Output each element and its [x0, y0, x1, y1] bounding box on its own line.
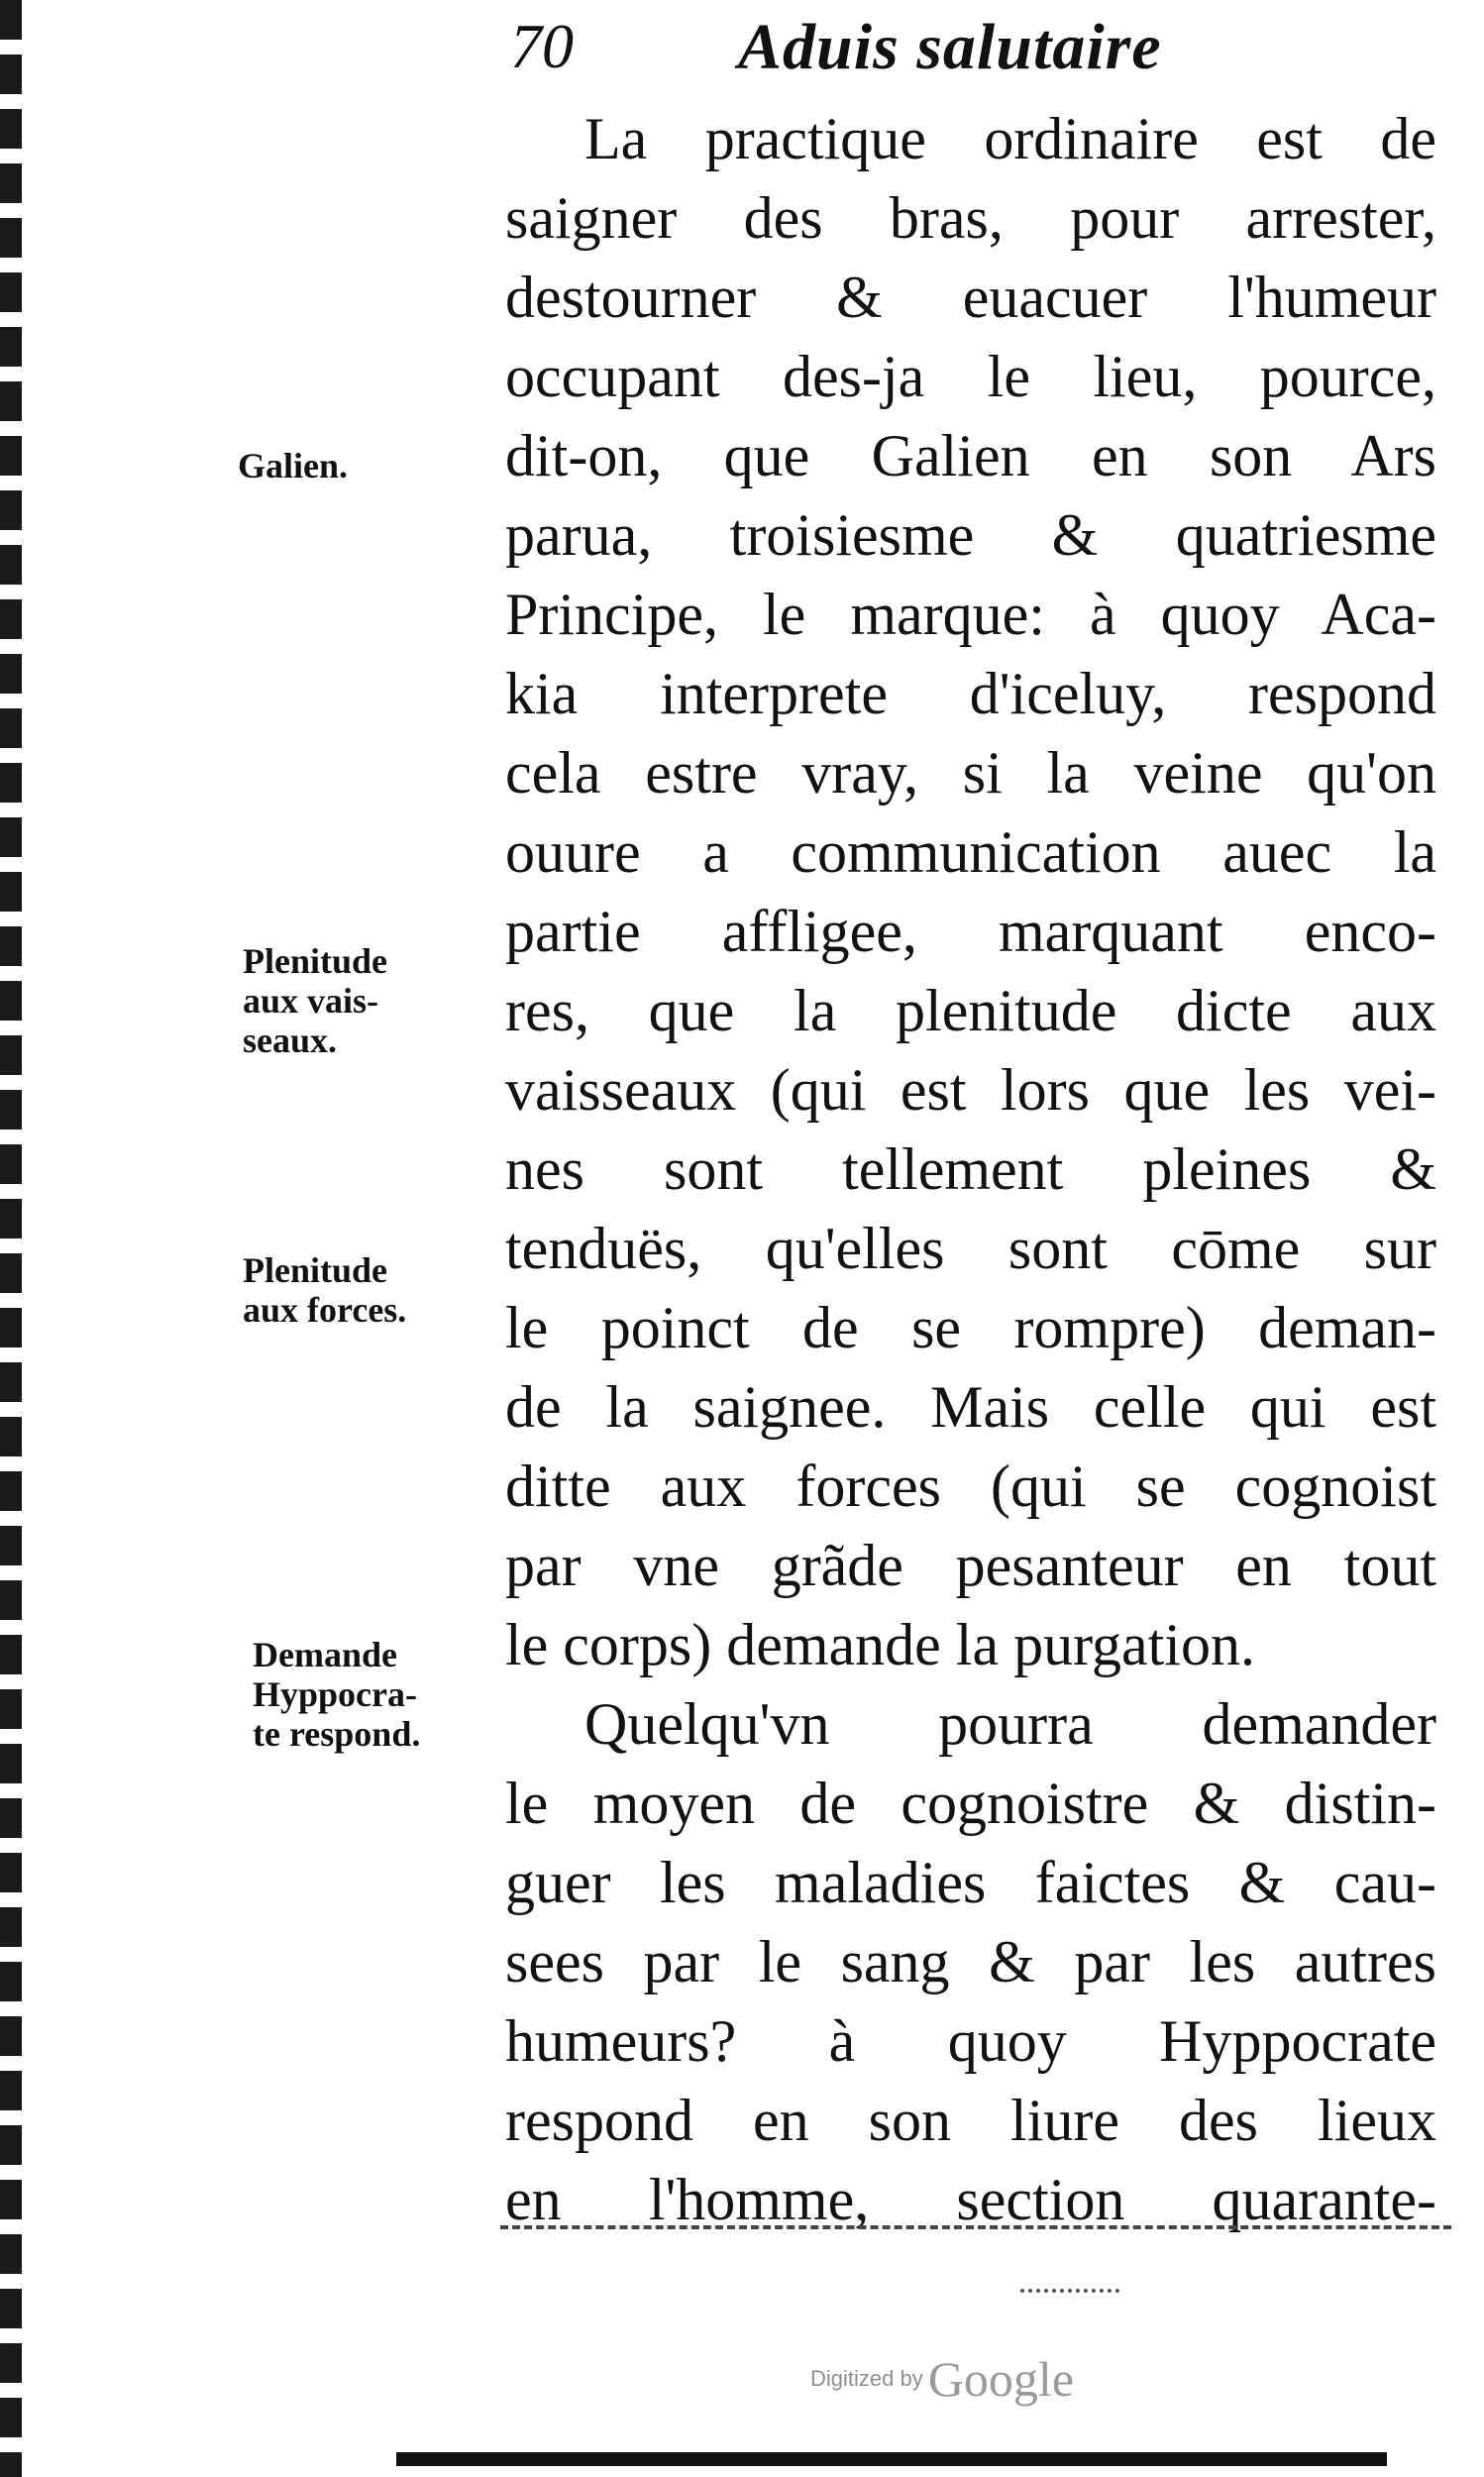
text-line: tenduës, qu'elles sont cōme sur — [505, 1216, 1436, 1281]
margin-note-plenitude-vaisseaux — [243, 941, 387, 1060]
text-line: dit-on, que Galien en son Ars — [505, 423, 1436, 488]
text-line: ditte aux forces (qui se cognoist — [505, 1454, 1436, 1519]
text-line: cela estre vray, si la veine qu'on — [505, 740, 1436, 806]
text-line: vaisseaux (qui est lors que les vei- — [505, 1057, 1436, 1123]
watermark-prefix: Digitized by — [810, 2366, 923, 2391]
text-line: destourner & euacuer l'humeur — [505, 265, 1436, 330]
text-line: La practique ordinaire est de — [584, 106, 1436, 171]
text-line: occupant des-ja le lieu, pource, — [505, 344, 1436, 409]
text-line: de la saignee. Mais celle qui est — [505, 1374, 1436, 1440]
text-line: partie affligee, marquant enco- — [505, 899, 1436, 964]
text-line: Principe, le marque: à quoy Aca- — [505, 582, 1436, 647]
page-header — [510, 10, 1402, 99]
text-line: res, que la plenitude dicte aux — [505, 978, 1436, 1043]
text-line: le poinct de se rompre) deman- — [505, 1295, 1436, 1360]
text-line: saigner des bras, pour arrester, — [505, 185, 1436, 251]
text-line: parua, troisiesme & quatriesme — [505, 502, 1436, 568]
margin-note-line: Plenitude — [243, 1250, 388, 1290]
margin-note-line: aux vais- — [243, 981, 379, 1021]
text-line: Quelqu'vn pourra demander — [584, 1691, 1436, 1757]
google-logo: Google — [927, 2351, 1075, 2407]
text-line: le corps) demande la purgation. — [505, 1612, 1255, 1677]
margin-note-line: aux forces. — [243, 1290, 407, 1330]
footer-rule — [500, 2225, 1451, 2229]
text-line: guer les maladies faictes & cau- — [505, 1850, 1436, 1915]
margin-note-line: Galien. — [238, 446, 349, 485]
text-line: kia interprete d'iceluy, respond — [505, 661, 1436, 726]
footer-dots — [1020, 2289, 1119, 2293]
text-line: en l'homme, section quarante- — [505, 2167, 1436, 2232]
digitization-watermark — [810, 2350, 1074, 2408]
text-line: nes sont tellement pleines & — [505, 1136, 1436, 1202]
margin-note-line: te respond. — [253, 1714, 421, 1754]
margin-note-line: Plenitude — [243, 941, 388, 981]
text-line: le moyen de cognoistre & distin- — [505, 1771, 1436, 1836]
text-line: sees par le sang & par les autres — [505, 1929, 1436, 1994]
running-title: Aduis salutaire — [738, 11, 1162, 83]
margin-note-demande — [253, 1635, 420, 1754]
margin-note-line: Demande — [253, 1635, 397, 1674]
margin-note-line: Hyppocra- — [253, 1674, 417, 1714]
text-line: humeurs? à quoy Hyppocrate — [505, 2008, 1436, 2074]
body-text — [505, 99, 1436, 2239]
page-edge-shadow — [0, 0, 22, 2477]
page-number: 70 — [510, 11, 574, 81]
text-line: respond en son liure des lieux — [505, 2088, 1436, 2153]
margin-note-galien — [238, 446, 348, 485]
margin-note-line: seaux. — [243, 1021, 338, 1060]
scan-edge-bar — [396, 2452, 1387, 2466]
margin-note-plenitude-forces — [243, 1250, 406, 1330]
text-line: par vne grãde pesanteur en tout — [505, 1533, 1436, 1598]
text-line: ouure a communication auec la — [505, 819, 1436, 885]
